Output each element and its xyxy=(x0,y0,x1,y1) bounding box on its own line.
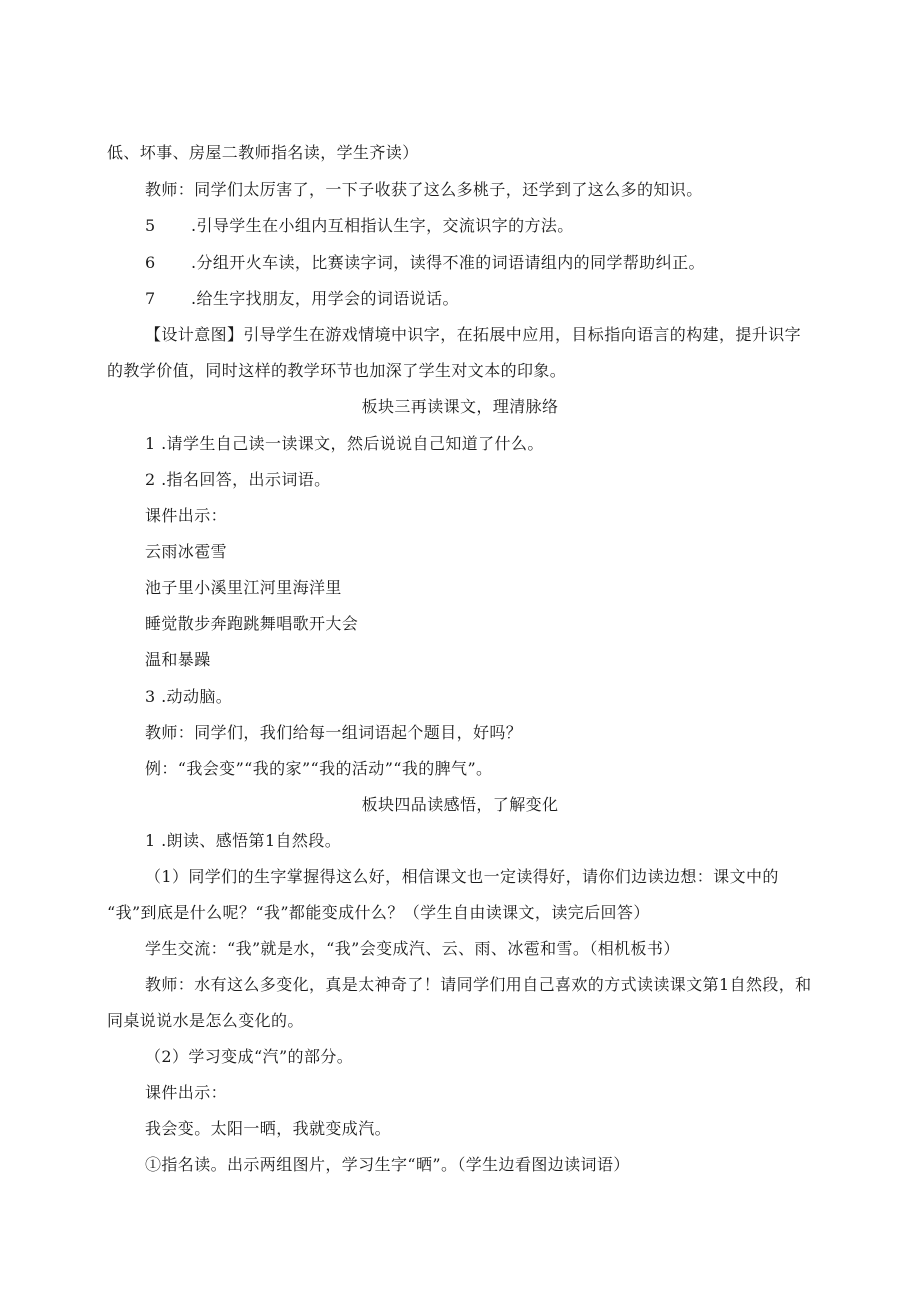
paragraph-line: 课件出示： xyxy=(145,506,228,525)
paragraph-line: （1）同学们的生字掌握得这么好，相信课文也一定读得好，请你们边读边想：课文中的 xyxy=(145,867,779,886)
list-item-6 xyxy=(145,253,705,273)
paragraph-line: 同桌说说水是怎么变化的。 xyxy=(107,1011,304,1030)
paragraph-line: 3 .动动脑。 xyxy=(145,687,233,706)
section-heading: 板块三再读课文，理清脉络 xyxy=(361,397,559,416)
word-group: 云雨冰雹雪 xyxy=(145,542,228,561)
list-text: .引导学生在小组内互相指认生字，交流识字的方法。 xyxy=(191,216,574,235)
paragraph-line: 我会变。太阳一晒，我就变成汽。 xyxy=(145,1119,392,1138)
paragraph-line: 例：“我会变”“我的家”“我的活动”“我的脾气”。 xyxy=(145,759,493,778)
list-text: .分组开火车读，比赛读字词，读得不准的词语请组内的同学帮助纠正。 xyxy=(191,253,705,272)
list-number: 5 xyxy=(145,216,156,235)
list-number: 7 xyxy=(145,289,156,308)
paragraph-line: （2）学习变成“汽”的部分。 xyxy=(145,1047,354,1066)
list-number: 6 xyxy=(145,253,156,272)
paragraph-line: 2 .指名回答，出示词语。 xyxy=(145,470,331,489)
section-heading: 板块四品读感悟，了解变化 xyxy=(361,795,559,814)
paragraph-line: 课件出示： xyxy=(145,1083,228,1102)
list-text: .给生字找朋友，用学会的词语说话。 xyxy=(191,289,459,308)
list-item-5 xyxy=(145,216,574,236)
word-group: 睡觉散步奔跑跳舞唱歌开大会 xyxy=(145,614,359,633)
design-intent-line: 【设计意图】引导学生在游戏情境中识字，在拓展中应用，目标指向语言的构建，提升识字 xyxy=(145,325,802,344)
word-group: 池子里小溪里江河里海洋里 xyxy=(145,578,342,597)
word-group: 温和暴躁 xyxy=(145,650,211,669)
paragraph-line: 1 .请学生自己读一读课文，然后说说自己知道了什么。 xyxy=(145,434,544,453)
paragraph-line: 教师：同学们，我们给每一组词语起个题目，好吗？ xyxy=(145,723,523,742)
paragraph-line: 教师：同学们太厉害了，一下子收获了这么多桃子，还学到了这么多的知识。 xyxy=(145,180,703,199)
paragraph-line: 的教学价值，同时这样的教学环节也加深了学生对文本的印象。 xyxy=(107,361,567,380)
paragraph-line: 教师：水有这么多变化，真是太神奇了！请同学们用自己喜欢的方式读读课文第1自然段，和 xyxy=(145,975,812,994)
paragraph-line: “我”到底是什么呢？“我”都能变成什么？（学生自由读课文，读完后回答） xyxy=(107,903,650,922)
paragraph-line: ①指名读。出示两组图片，学习生字“晒”。（学生边看图边读词语） xyxy=(145,1155,630,1174)
paragraph-line: 1 .朗读、感悟第1自然段。 xyxy=(145,831,342,850)
paragraph-line: 低、坏事、房屋二教师指名读，学生齐读） xyxy=(107,143,419,162)
list-item-7 xyxy=(145,289,459,309)
paragraph-line: 学生交流：“我”就是水，“我”会变成汽、云、雨、冰雹和雪。（相机板书） xyxy=(145,939,680,958)
